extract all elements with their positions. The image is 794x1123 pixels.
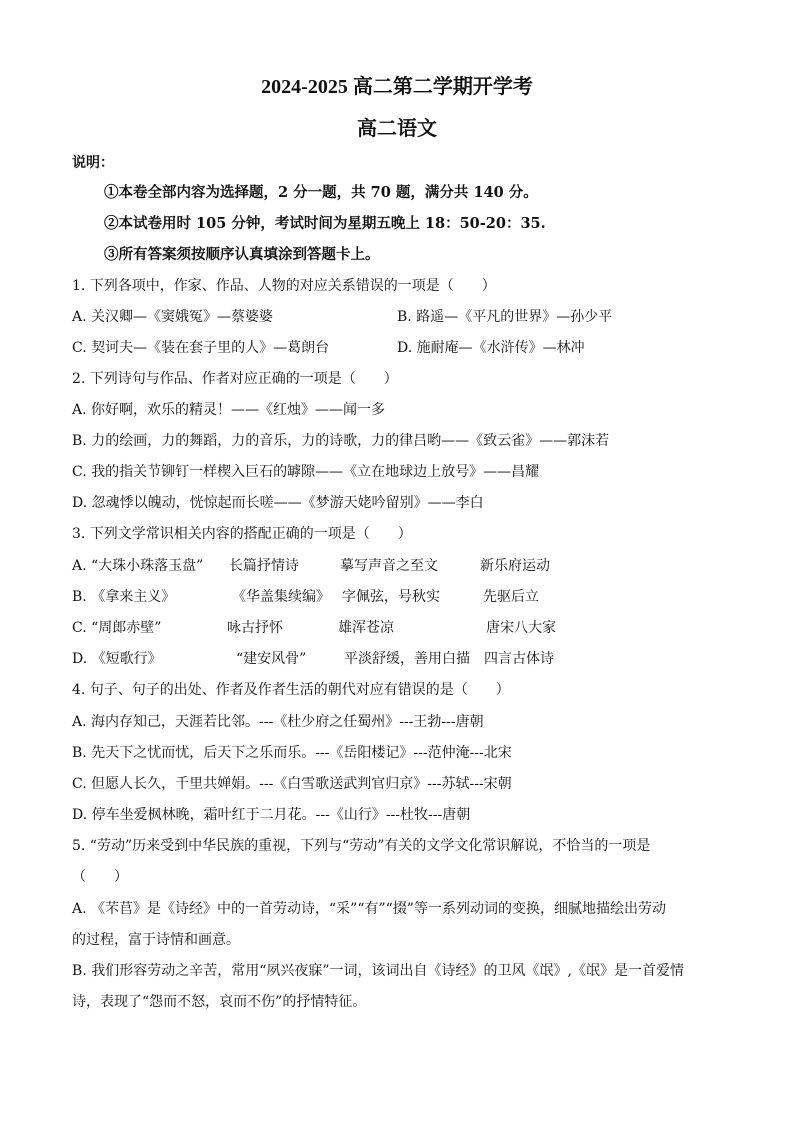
- question-3-stem: 3. 下列文学常识相关内容的搭配正确的一项是（ ）: [72, 526, 412, 542]
- option-b: B. 我们形容劳动之辛苦，常用“夙兴夜寐”一词，该词出自《诗经》的卫风《氓》,《氓》是一首爱情: [72, 963, 684, 979]
- question-1-options-row: [72, 308, 722, 326]
- option-cell: 长篇抒情诗: [229, 558, 299, 574]
- option-a-cont: 的过程，富于诗情和画意。: [72, 932, 240, 948]
- option-b: B. 先天下之忧而忧，后天下之乐而乐。---《岳阳楼记》---范仲淹---北宋: [72, 745, 512, 761]
- option-d: D. 施耐庵—《水浒传》—林冲: [397, 340, 585, 356]
- instructions-label: 说明：: [72, 155, 114, 171]
- option-d: D. 停车坐爱枫林晚，霜叶红于二月花。---《山行》---杜牧---唐朝: [72, 807, 471, 823]
- option-c: C. 我的指关节铆钉一样楔入巨石的罅隙——《立在地球边上放号》——昌耀: [72, 464, 540, 480]
- option-cell: 摹写声音之至文: [340, 558, 438, 574]
- option-cell: 平淡舒缓，善用白描: [344, 651, 470, 667]
- option-cell: 新乐府运动: [480, 558, 550, 574]
- option-cell: 《华盖集续编》: [232, 589, 330, 605]
- question-1-options-row: [72, 339, 722, 357]
- question-1-stem: 1. 下列各项中，作家、作品、人物的对应关系错误的一项是（ ）: [72, 278, 496, 294]
- option-cell: C. “周郎赤壁”: [72, 620, 162, 636]
- option-cell: 四言古体诗: [484, 651, 554, 667]
- option-cell: 咏古抒怀: [227, 620, 283, 636]
- question-4-stem: 4. 句子、句子的出处、作者及作者生活的朝代对应有错误的是（ ）: [72, 682, 510, 698]
- question-5-stem: 5. “劳动”历来受到中华民族的重视，下列与“劳动”有关的文学文化常识解说，不恰当的一项是: [72, 838, 651, 854]
- option-b: B. 力的绘画，力的舞蹈，力的音乐，力的诗歌，力的律吕哟——《致云雀》——郭沫若: [72, 433, 610, 449]
- exam-title: 2024-2025 高二第二学期开学考: [261, 76, 533, 98]
- option-a: A. 海内存知己，天涯若比邻。---《杜少府之任蜀州》---王勃---唐朝: [72, 714, 484, 730]
- option-a: A. 《芣苢》是《诗经》中的一首劳动诗，“采”“有”“掇”等一系列动词的变换，细腻地描绘出劳动: [72, 901, 666, 917]
- option-c: C. 契诃夫—《装在套子里的人》—葛朗台: [72, 340, 330, 356]
- option-b: B. 路遥—《平凡的世界》—孙少平: [397, 309, 613, 325]
- option-b-cont: 诗，表现了“怨而不怒，哀而不伤”的抒情特征。: [72, 994, 367, 1010]
- option-cell: 先驱后立: [483, 589, 539, 605]
- option-cell: 雄浑苍凉: [338, 620, 394, 636]
- option-d: D. 忽魂悸以魄动，恍惊起而长嗟——《梦游天姥吟留别》——李白: [72, 495, 484, 511]
- option-cell: D. 《短歌行》: [72, 651, 162, 667]
- option-a: A. 你好啊，欢乐的精灵！——《红烛》——闻一多: [72, 402, 386, 418]
- option-c: C. 但愿人长久，千里共婵娟。---《白雪歌送武判官归京》---苏轼---宋朝: [72, 776, 512, 792]
- question-5-stem-cont: （ ）: [72, 869, 128, 885]
- option-cell: 字佩弦，号秋实: [342, 589, 440, 605]
- option-cell: B. 《拿来主义》: [72, 589, 176, 605]
- exam-subject: 高二语文: [357, 118, 437, 140]
- option-cell: “建安风骨”: [236, 651, 307, 667]
- instruction-item: ③所有答案须按顺序认真填涂到答题卡上。: [104, 246, 380, 263]
- question-2-stem: 2. 下列诗句与作品、作者对应正确的一项是（ ）: [72, 371, 398, 387]
- instruction-item: ①本卷全部内容为选择题，2 分一题，共 70 题，满分共 140 分。: [104, 184, 538, 201]
- option-cell: A. “大珠小珠落玉盘”: [72, 558, 204, 574]
- option-cell: 唐宋八大家: [486, 620, 556, 636]
- instruction-item: ②本试卷用时 105 分钟，考试时间为星期五晚上 18：50-20：35.: [104, 215, 546, 232]
- option-a: A. 关汉卿—《窦娥冤》—蔡婆婆: [72, 309, 274, 325]
